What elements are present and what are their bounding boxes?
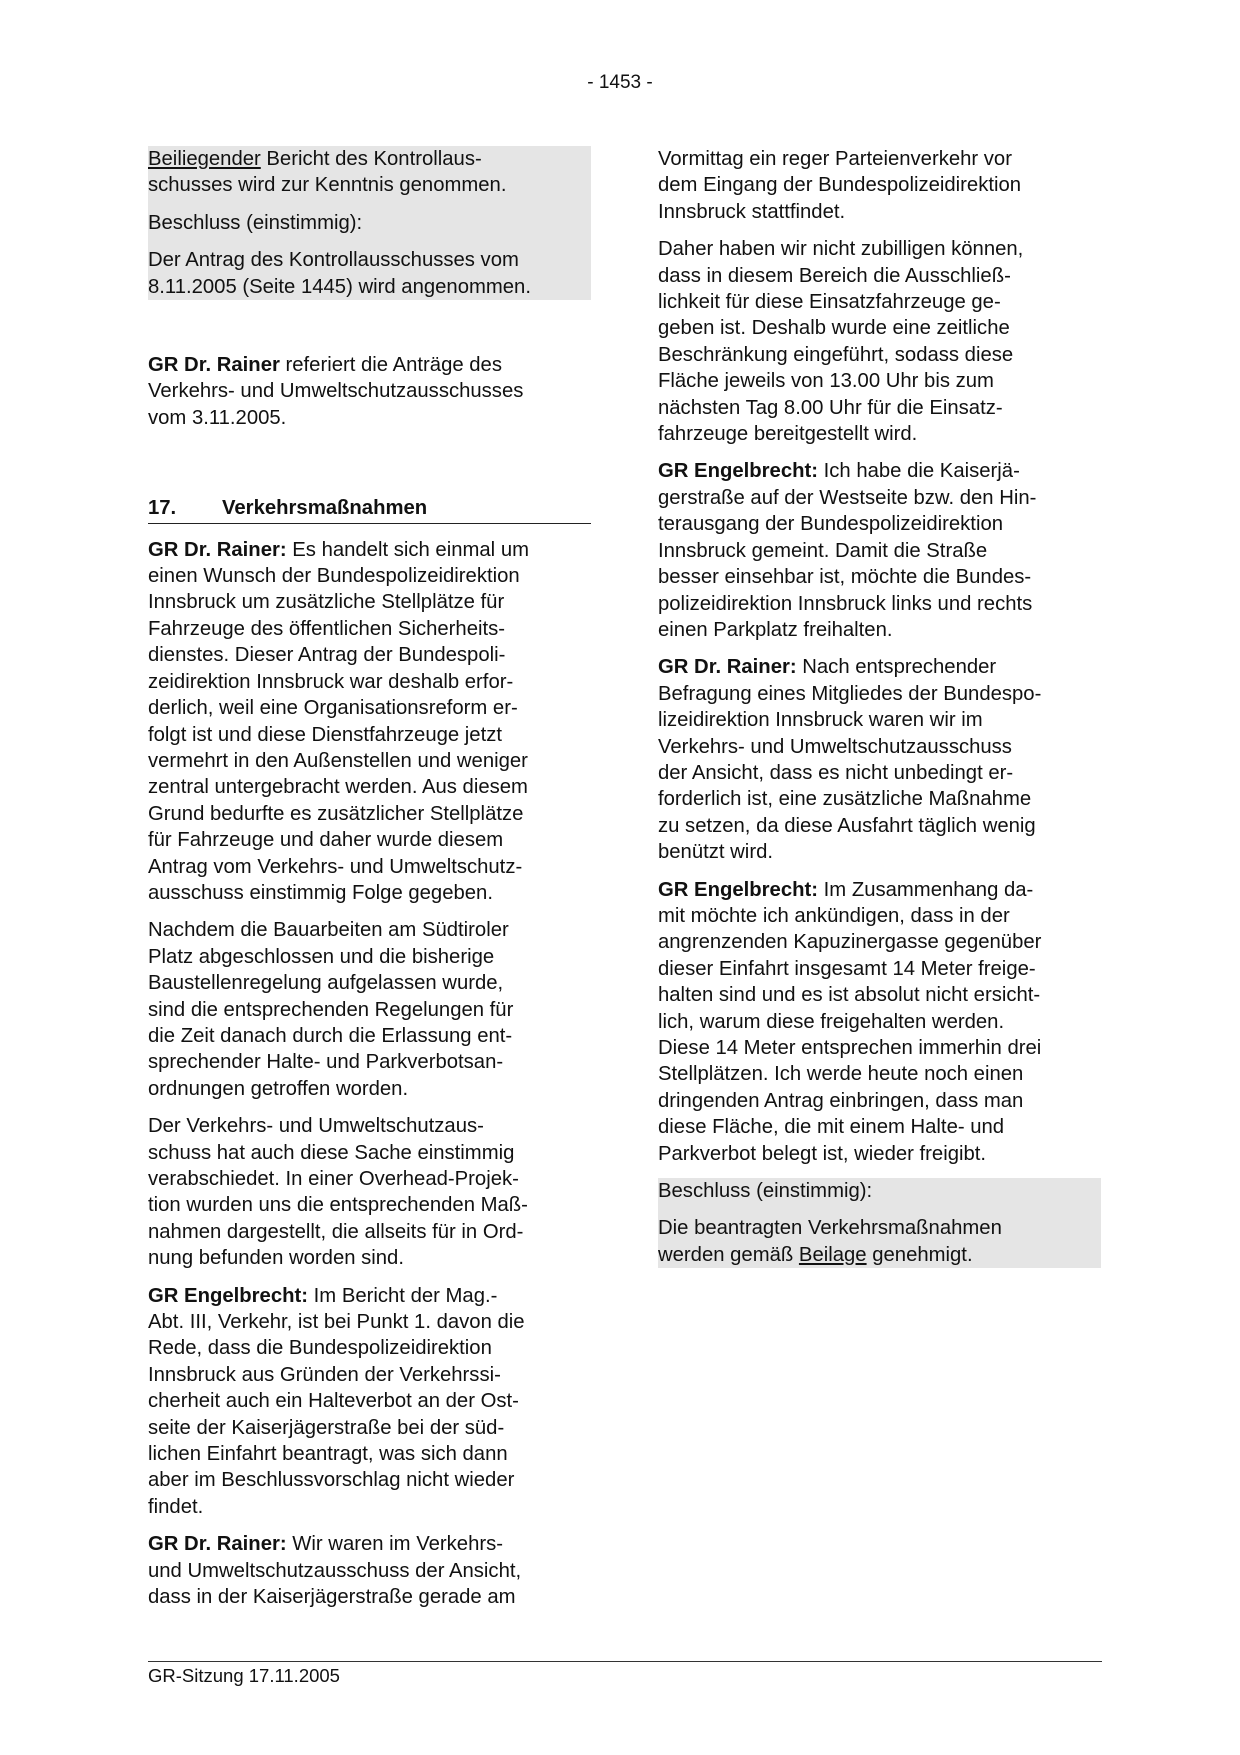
text-line: Im Zusammenhang da- xyxy=(818,878,1034,901)
speaker-name: GR Dr. Rainer: xyxy=(148,538,287,561)
text-line: Daher haben wir nicht zubilligen können, xyxy=(658,238,1024,261)
text-line: Parkverbot belegt ist, wieder freigibt. xyxy=(658,1142,987,1165)
enclosure-link: Beilage xyxy=(798,1243,867,1266)
text-line: Fläche jeweils von 13.00 Uhr bis zum xyxy=(658,370,994,393)
text-line: dienstes. Dieser Antrag der Bundespoli- xyxy=(148,644,506,667)
text-line: zu setzen, da diese Ausfahrt täglich wenig xyxy=(658,814,1036,837)
text-line: einen Parkplatz freihalten. xyxy=(658,618,893,641)
text-line: Innsbruck aus Gründen der Verkehrssi- xyxy=(148,1363,501,1386)
text-line: dieser Einfahrt insgesamt 14 Meter freige- xyxy=(658,957,1036,980)
paragraph-committee xyxy=(148,1113,591,1271)
resolution-label: Beschluss (einstimmig): xyxy=(148,211,363,234)
paragraph-rainer-1 xyxy=(148,537,591,907)
text-line: Antrag vom Verkehrs- und Umweltschutz- xyxy=(148,855,523,878)
paragraph-suedtiroler-platz xyxy=(148,917,591,1102)
text-line: Innsbruck um zusätzliche Stellplätze für xyxy=(148,591,505,614)
text-line: der Ansicht, dass es nicht unbedingt er- xyxy=(658,761,1014,784)
text-line: Die beantragten Verkehrsmaßnahmen xyxy=(658,1217,1002,1240)
text-line: lichen Einfahrt beantragt, was sich dann xyxy=(148,1443,508,1466)
text-line: gerstraße auf der Westseite bzw. den Hin- xyxy=(658,486,1037,509)
text-line: Vormittag ein reger Parteienverkehr vor xyxy=(658,148,1012,170)
resolution-box-bottom xyxy=(658,1178,1101,1268)
text-line: Nachdem die Bauarbeiten am Südtiroler xyxy=(148,919,509,942)
text-line: zentral untergebracht werden. Aus diesem xyxy=(148,776,528,799)
text-line: Abt. III, Verkehr, ist bei Punkt 1. davon die xyxy=(148,1311,525,1334)
speaker-name: GR Dr. Rainer: xyxy=(658,656,797,679)
text-line: terausgang der Bundespolizeidirektion xyxy=(658,513,1004,536)
text-line: halten sind und es ist absolut nicht ersicht- xyxy=(658,984,1041,1007)
resolution-text xyxy=(148,247,588,300)
text-line: angrenzenden Kapuzinergasse gegenüber xyxy=(658,931,1042,954)
text-line: lich, warum diese freigehalten werden. xyxy=(658,1010,1005,1033)
text-line: referiert die Anträge des xyxy=(279,354,502,377)
report-acknowledged-paragraph xyxy=(148,146,588,199)
text-line: zeidirektion Innsbruck war deshalb erfor- xyxy=(148,670,514,693)
text-line: sind die entsprechenden Regelungen für xyxy=(148,998,514,1021)
text-line: genehmigt. xyxy=(866,1243,973,1266)
paragraph-engelbrecht-1 xyxy=(148,1283,591,1521)
text-line: nahmen dargestellt, die allseits für in Ord- xyxy=(148,1220,524,1243)
text-line: polizeidirektion Innsbruck links und rechts xyxy=(658,592,1033,615)
speaker-name: GR Engelbrecht: xyxy=(658,460,819,483)
text-line: Rede, dass die Bundespolizeidirektion xyxy=(148,1337,492,1360)
text-line: dass in der Kaiserjägerstraße gerade am xyxy=(148,1586,516,1609)
text-line: Diese 14 Meter entsprechen immerhin drei xyxy=(658,1037,1042,1059)
text-line: geben ist. Deshalb wurde eine zeitliche xyxy=(658,317,1010,340)
section-number: 17. xyxy=(148,497,177,520)
paragraph-rainer-3 xyxy=(658,654,1101,865)
left-column xyxy=(148,146,591,1611)
text-line: Nach entsprechender xyxy=(796,656,997,679)
resolution-text xyxy=(658,1215,1098,1268)
text-line: Bericht des Kontrollaus- xyxy=(260,148,482,170)
text-line: cherheit auch ein Halteverbot an der Ost- xyxy=(148,1390,519,1413)
text-line: dem Eingang der Bundespolizeidirektion xyxy=(658,174,1022,197)
text-line: Innsbruck gemeint. Damit die Straße xyxy=(658,539,988,562)
text-line: Innsbruck stattfindet. xyxy=(658,200,846,223)
text-line: Der Verkehrs- und Umweltschutzaus- xyxy=(148,1115,484,1138)
text-line: derlich, weil eine Organisationsreform er- xyxy=(148,697,518,720)
text-line: vermehrt in den Außenstellen und weniger xyxy=(148,749,528,772)
text-line: findet. xyxy=(148,1495,204,1518)
text-line: Stellplätzen. Ich werde heute noch einen xyxy=(658,1063,1024,1086)
text-line: benützt wird. xyxy=(658,841,773,864)
text-line: mit möchte ich ankündigen, dass in der xyxy=(658,904,1010,927)
text-line: lizeidirektion Innsbruck waren wir im xyxy=(658,709,983,732)
speaker-name: GR Dr. Rainer: xyxy=(148,1533,287,1556)
section-heading xyxy=(148,495,591,523)
page-number: - 1453 - xyxy=(587,72,653,93)
text-line: Grund bedurfte es zusätzlicher Stellplätze xyxy=(148,802,524,825)
text-line: Im Bericht der Mag.- xyxy=(308,1284,498,1307)
paragraph-continuation xyxy=(658,146,1101,225)
text-line: Ich habe die Kaiserjä- xyxy=(818,460,1020,483)
speaker-name: GR Engelbrecht: xyxy=(148,1284,309,1307)
text-line: einen Wunsch der Bundespolizeidirektion xyxy=(148,565,520,588)
text-line: nung befunden worden sind. xyxy=(148,1247,404,1270)
text-line: Der Antrag des Kontrollausschusses vom xyxy=(148,249,519,272)
text-line: Fahrzeuge des öffentlichen Sicherheits- xyxy=(148,617,506,640)
text-line: schuss hat auch diese Sache einstimmig xyxy=(148,1141,515,1164)
paragraph-engelbrecht-3 xyxy=(658,877,1101,1167)
text-line: und Umweltschutzausschuss der Ansicht, xyxy=(148,1559,522,1582)
intro-paragraph xyxy=(148,352,591,431)
speaker-name: GR Dr. Rainer xyxy=(148,354,280,377)
text-line: Es handelt sich einmal um xyxy=(286,538,529,561)
text-line: die Zeit danach durch die Erlassung ent- xyxy=(148,1024,513,1047)
text-line: vom 3.11.2005. xyxy=(148,406,287,429)
text-line: folgt ist und diese Dienstfahrzeuge jetzt xyxy=(148,723,503,746)
text-line: Wir waren im Verkehrs- xyxy=(286,1533,503,1556)
enclosed-link: Beiliegender xyxy=(148,148,261,170)
resolution-box-top xyxy=(148,146,591,300)
text-line: Verkehrs- und Umweltschutzausschusses xyxy=(148,380,524,403)
text-line: aber im Beschlussvorschlag nicht wieder xyxy=(148,1469,515,1492)
text-line: besser einsehbar ist, möchte die Bundes- xyxy=(658,566,1032,589)
text-line: Beschränkung eingeführt, sodass diese xyxy=(658,343,1014,366)
text-line: sprechender Halte- und Parkverbotsan- xyxy=(148,1051,504,1074)
text-line: tion wurden uns die entsprechenden Maß- xyxy=(148,1194,528,1217)
footer-divider xyxy=(148,1661,1102,1662)
footer-session-date: GR-Sitzung 17.11.2005 xyxy=(148,1665,340,1686)
text-line: fahrzeuge bereitgestellt wird. xyxy=(658,423,918,446)
paragraph-time-restriction xyxy=(658,236,1101,447)
text-line: Platz abgeschlossen und die bisherige xyxy=(148,945,495,968)
text-line: Baustellenregelung aufgelassen wurde, xyxy=(148,972,504,995)
paragraph-rainer-2 xyxy=(148,1531,591,1610)
text-line: seite der Kaiserjägerstraße bei der süd- xyxy=(148,1416,505,1439)
right-column xyxy=(658,146,1101,1268)
text-line: dringenden Antrag einbringen, dass man xyxy=(658,1089,1024,1112)
text-line: lichkeit für diese Einsatzfahrzeuge ge- xyxy=(658,291,1001,314)
text-line: schusses wird zur Kenntnis genommen. xyxy=(148,174,507,197)
text-line: ausschuss einstimmig Folge gegeben. xyxy=(148,881,493,904)
text-line: forderlich ist, eine zusätzliche Maßnahme xyxy=(658,788,1032,811)
speaker-name: GR Engelbrecht: xyxy=(658,878,819,901)
text-line: dass in diesem Bereich die Ausschließ- xyxy=(658,264,1011,287)
paragraph-engelbrecht-2 xyxy=(658,458,1101,643)
text-line: werden gemäß xyxy=(658,1243,799,1266)
resolution-label: Beschluss (einstimmig): xyxy=(658,1180,873,1203)
text-line: für Fahrzeuge und daher wurde diesem xyxy=(148,829,504,852)
text-line: ordnungen getroffen worden. xyxy=(148,1077,409,1100)
section-title: Verkehrsmaßnahmen xyxy=(222,497,428,520)
text-line: nächsten Tag 8.00 Uhr für die Einsatz- xyxy=(658,396,1003,419)
text-line: Verkehrs- und Umweltschutzausschuss xyxy=(658,735,1012,758)
text-line: 8.11.2005 (Seite 1445) wird angenommen. xyxy=(148,275,531,298)
text-line: diese Fläche, die mit einem Halte- und xyxy=(658,1116,1005,1139)
text-line: verabschiedet. In einer Overhead-Projek- xyxy=(148,1168,519,1190)
text-line: Befragung eines Mitgliedes der Bundespo- xyxy=(658,682,1042,705)
